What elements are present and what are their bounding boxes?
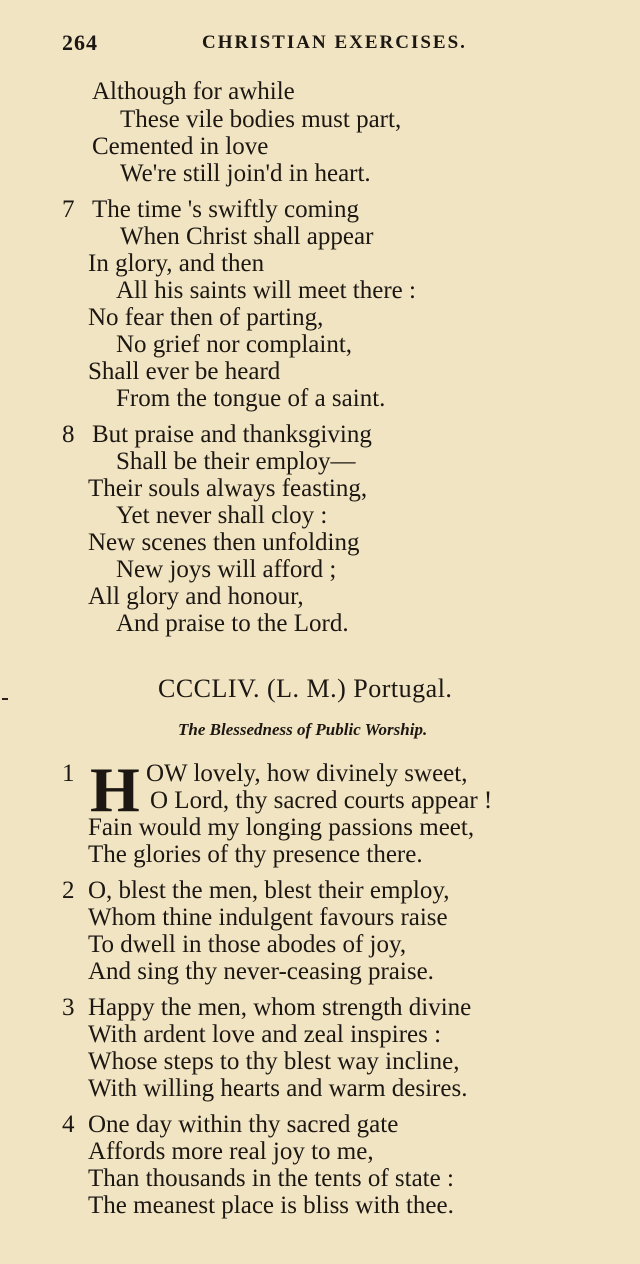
verse-number: 3 <box>62 994 75 1021</box>
verse-line: Cemented in love <box>92 133 269 160</box>
verse-line: Their souls always feasting, <box>88 475 368 502</box>
verse-line: And praise to the Lord. <box>116 610 349 637</box>
stanza-number: 8 <box>62 421 75 448</box>
stanza-number: 7 <box>62 196 75 223</box>
verse-line: Affords more real joy to me, <box>88 1138 374 1165</box>
running-title: CHRISTIAN EXERCISES. <box>202 32 467 53</box>
verse-line: But praise and thanksgiving <box>92 421 372 448</box>
verse-line: New joys will afford ; <box>116 556 337 583</box>
verse-line: With ardent love and zeal inspires : <box>88 1021 442 1048</box>
verse-line: In glory, and then <box>88 250 265 277</box>
verse-line: Shall ever be heard <box>88 358 281 385</box>
verse-line: When Christ shall appear <box>120 223 374 250</box>
verse-line: Fain would my longing passions meet, <box>88 814 475 841</box>
verse-line: New scenes then unfolding <box>88 529 360 556</box>
verse-line: All his saints will meet there : <box>116 277 416 304</box>
verse-line: Although for awhile <box>92 78 295 105</box>
verse-line: From the tongue of a saint. <box>116 385 386 412</box>
verse-line: One day within thy sacred gate <box>88 1111 399 1138</box>
verse-line: Shall be their employ— <box>116 448 356 475</box>
verse-line: Whose steps to thy blest way incline, <box>88 1048 460 1075</box>
verse-line: The time 's swiftly coming <box>92 196 359 223</box>
hymn-title: CCCLIV. (L. M.) Portugal. <box>158 674 453 703</box>
margin-mark <box>2 698 8 700</box>
verse-number: 4 <box>62 1111 75 1138</box>
drop-cap: H <box>90 754 140 825</box>
verse-line: No fear then of parting, <box>88 304 324 331</box>
verse-line: O Lord, thy sacred courts appear ! <box>150 787 493 814</box>
hymn-subtitle: The Blessedness of Public Worship. <box>178 720 428 739</box>
page-header <box>62 30 502 62</box>
verse-number: 1 <box>62 760 75 787</box>
verse-line: We're still join'd in heart. <box>120 160 371 187</box>
verse-line: These vile bodies must part, <box>120 106 402 133</box>
verse-line: Yet never shall cloy : <box>116 502 328 529</box>
verse-line: Happy the men, whom strength divine <box>88 994 472 1021</box>
page-number: 264 <box>62 30 98 55</box>
verse-line: OW lovely, how divinely sweet, <box>146 760 468 787</box>
verse-line: To dwell in those abodes of joy, <box>88 931 407 958</box>
verse-line: And sing thy never-ceasing praise. <box>88 958 434 985</box>
verse-line: With willing hearts and warm desires. <box>88 1075 468 1102</box>
verse-line: The meanest place is bliss with thee. <box>88 1192 454 1219</box>
verse-line: No grief nor complaint, <box>116 331 353 358</box>
verse-number: 2 <box>62 877 75 904</box>
verse-line: The glories of thy presence there. <box>88 841 423 868</box>
verse-line: All glory and honour, <box>88 583 304 610</box>
verse-line: Than thousands in the tents of state : <box>88 1165 454 1192</box>
verse-line: O, blest the men, blest their employ, <box>88 877 450 904</box>
verse-line: Whom thine indulgent favours raise <box>88 904 448 931</box>
